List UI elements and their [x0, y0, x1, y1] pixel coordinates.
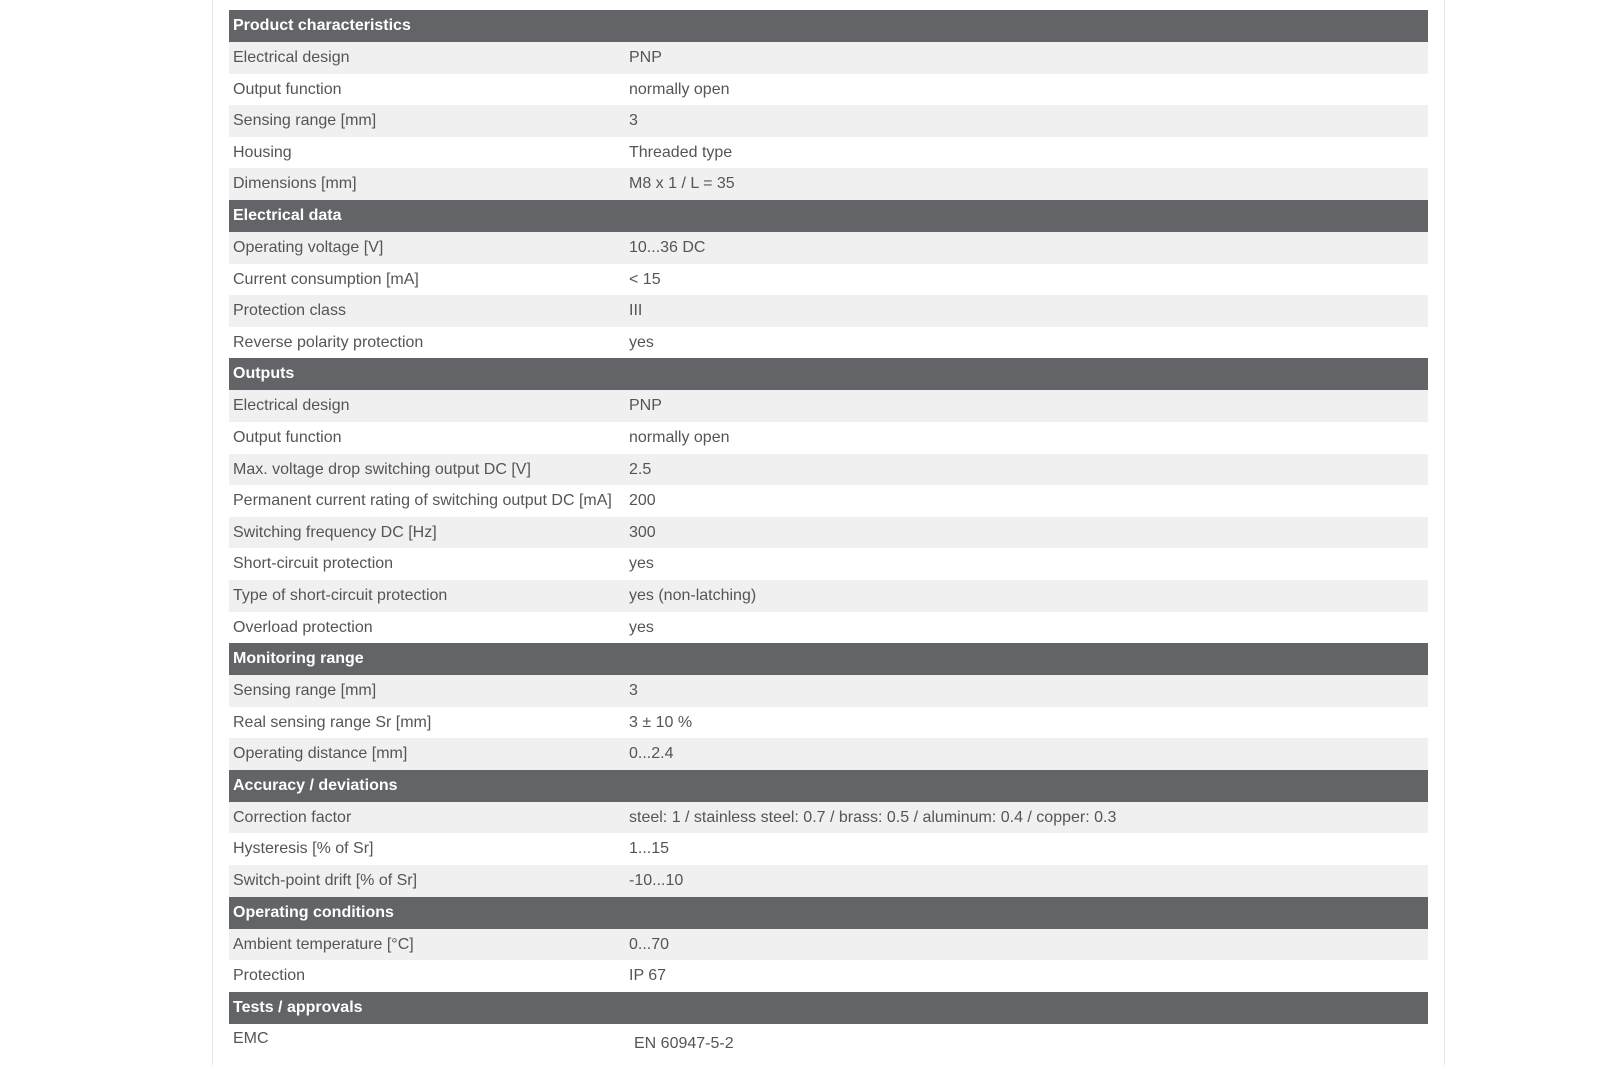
spec-label: Electrical design — [233, 49, 350, 66]
spec-label: Sensing range [mm] — [233, 112, 377, 130]
spec-value: -10...10 — [629, 872, 684, 890]
spec-value: III — [629, 302, 643, 320]
spec-row — [229, 232, 1428, 264]
spec-label: Output function — [233, 80, 342, 98]
spec-value: normally open — [629, 80, 730, 98]
spec-value: 10...36 DC — [629, 238, 706, 256]
spec-value: normally open — [629, 428, 730, 446]
spec-row — [229, 264, 1428, 296]
spec-row — [229, 74, 1428, 106]
spec-value: 3 — [629, 112, 638, 130]
spec-value: 300 — [629, 523, 656, 541]
spec-value: 0...2.4 — [629, 745, 674, 763]
spec-value: steel: 1 / stainless steel: 0.7 / brass: 0.5 / aluminum: 0.4 / copper: 0.3 — [629, 808, 1117, 826]
spec-row — [229, 137, 1428, 169]
spec-value: Threaded type — [629, 143, 733, 161]
spec-row — [229, 168, 1428, 200]
spec-row — [229, 802, 1428, 834]
spec-row — [229, 960, 1428, 992]
spec-label: Correction factor — [233, 808, 352, 826]
spec-row — [229, 675, 1428, 707]
spec-label: Protection — [233, 967, 306, 985]
section-header-operating-conditions: Operating conditions — [229, 897, 1428, 929]
section-header-outputs: Outputs — [229, 358, 1428, 390]
spec-label: Max. voltage drop switching output DC [V] — [233, 460, 531, 478]
spec-row — [229, 865, 1428, 897]
spec-row — [229, 548, 1428, 580]
spec-value: 2.5 — [629, 460, 652, 478]
spec-row — [229, 1024, 1428, 1058]
spec-value: 3 — [629, 682, 638, 700]
spec-row — [229, 327, 1428, 359]
spec-value: yes — [629, 555, 654, 573]
spec-row — [229, 390, 1428, 422]
spec-row — [229, 485, 1428, 517]
section-header-tests-approvals: Tests / approvals — [229, 992, 1428, 1024]
spec-value: 200 — [629, 492, 656, 510]
spec-row — [229, 42, 1428, 74]
spec-row — [229, 833, 1428, 865]
spec-label: Electrical design — [233, 397, 350, 415]
spec-label: Current consumption [mA] — [233, 270, 419, 288]
section-header-monitoring-range: Monitoring range — [229, 643, 1428, 675]
spec-row — [229, 422, 1428, 454]
spec-label: Switch-point drift [% of Sr] — [233, 872, 418, 890]
spec-label: Overload protection — [233, 618, 373, 636]
spec-value: 0...70 — [629, 935, 670, 953]
spec-value: yes — [629, 333, 654, 351]
spec-label: EMC — [233, 1029, 269, 1047]
spec-row — [229, 295, 1428, 327]
spec-row — [229, 612, 1428, 644]
spec-value: 1...15 — [629, 840, 670, 858]
spec-row — [229, 105, 1428, 137]
spec-label: Real sensing range Sr [mm] — [233, 713, 432, 731]
section-header-accuracy-deviations: Accuracy / deviations — [229, 770, 1428, 802]
spec-label: Type of short-circuit protection — [233, 586, 448, 604]
spec-label: Operating voltage [V] — [233, 238, 384, 256]
spec-value: yes (non-latching) — [629, 586, 757, 604]
spec-label: Operating distance [mm] — [233, 745, 408, 763]
spec-row — [229, 580, 1428, 612]
spec-value: PNP — [629, 49, 662, 66]
spec-value: yes — [629, 618, 654, 636]
spec-table — [229, 10, 1428, 1058]
spec-value: PNP — [629, 397, 662, 415]
spec-row — [229, 707, 1428, 739]
spec-label: Ambient temperature [°C] — [233, 935, 414, 953]
spec-row — [229, 517, 1428, 549]
spec-label: Housing — [233, 143, 292, 161]
spec-label: Dimensions [mm] — [233, 175, 357, 193]
spec-label: Permanent current rating of switching output DC [mA] — [233, 492, 612, 510]
spec-value: < 15 — [629, 270, 661, 288]
section-header-electrical-data: Electrical data — [229, 200, 1428, 232]
spec-label: Output function — [233, 428, 342, 446]
spec-value: IP 67 — [629, 967, 667, 985]
spec-label: Reverse polarity protection — [233, 333, 424, 351]
spec-label: Hysteresis [% of Sr] — [233, 840, 374, 858]
section-header-product-characteristics: Product characteristics — [229, 10, 1428, 42]
spec-row — [229, 738, 1428, 770]
spec-value: EN 60947-5-2 — [634, 1034, 734, 1052]
spec-row — [229, 929, 1428, 961]
spec-label: Sensing range [mm] — [233, 682, 377, 700]
spec-label: Short-circuit protection — [233, 555, 394, 573]
spec-label: Switching frequency DC [Hz] — [233, 523, 437, 541]
spec-label: Protection class — [233, 302, 346, 320]
spec-row — [229, 454, 1428, 486]
spec-value: M8 x 1 / L = 35 — [629, 175, 735, 193]
spec-value: 3 ± 10 % — [629, 713, 693, 731]
